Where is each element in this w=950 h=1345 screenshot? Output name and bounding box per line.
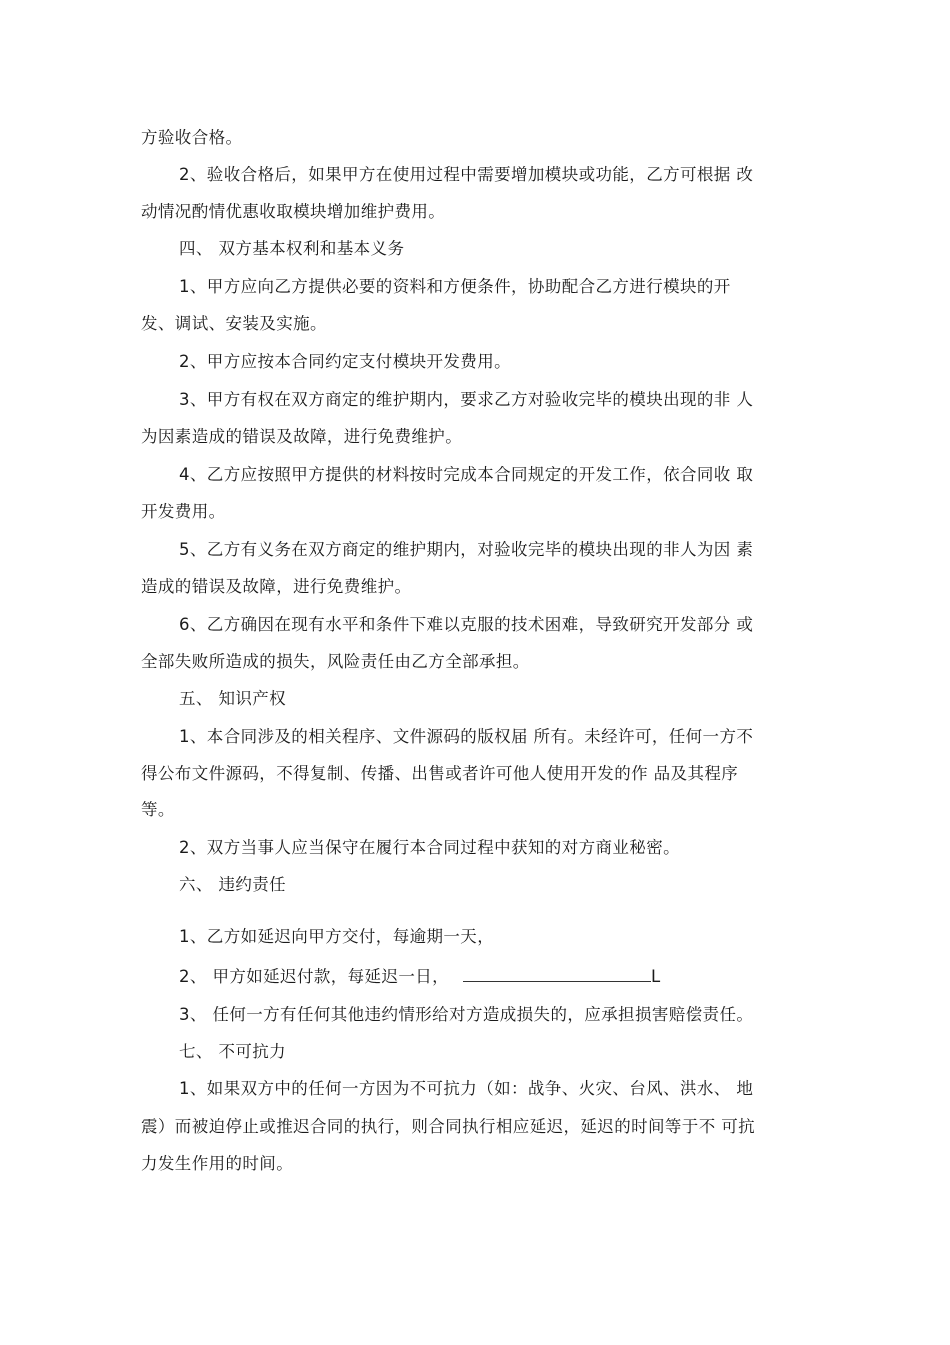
text-line: 2、甲方应按本合同约定支付模块开发费用。 [179,352,511,371]
text-line: 力发生作用的时间。 [141,1154,294,1173]
text-line: 6、乙方确因在现有水平和条件下难以克服的技术困难，导致研究开发部分 或 [179,615,754,634]
section-heading: 七、 不可抗力 [179,1042,287,1061]
text-line: 2、验收合格后，如果甲方在使用过程中需要增加模块或功能，乙方可根据 改 [179,165,754,184]
text-line: 1、乙方如延迟向甲方交付，每逾期一天， [179,927,495,946]
text-line: 震）而被迫停止或推迟合同的执行，则合同执行相应延迟，延迟的时间等于不 可抗 [141,1117,756,1136]
text-line: 1、如果双方中的任何一方因为不可抗力（如：战争、火灾、台风、洪水、 地 [179,1079,754,1098]
text-line: 得公布文件源码，不得复制、传播、出售或者许可他人使用开发的作 品及其程序 [141,764,739,783]
text-line: 1、本合同涉及的相关程序、文件源码的版权届 所有。未经许可，任何一方不 [179,727,754,746]
text-line: 5、乙方有义务在双方商定的维护期内，对验收完毕的模块出现的非人为因 素 [179,540,754,559]
text-line: 动情况酌情优惠收取模块增加维护费用。 [141,202,446,221]
text-line: 3、 任何一方有任何其他违约情形给对方造成损失的，应承担损害赔偿责任。 [179,1005,754,1024]
section-heading: 五、 知识产权 [179,689,287,708]
text-line: 3、甲方有权在双方商定的维护期内，要求乙方对验收完毕的模块出现的非 人 [179,390,754,409]
text-line: 开发费用。 [141,502,226,521]
text-line: 等。 [141,800,175,819]
text-line: 4、乙方应按照甲方提供的材料按时完成本合同规定的开发工作，依合同收 取 [179,465,754,484]
text-line: 1、甲方应向乙方提供必要的资料和方便条件，协助配合乙方进行模块的开 [179,277,731,296]
text-line: 发、调试、安装及实施。 [141,314,327,333]
section-heading: 六、 违约责任 [179,875,287,894]
text-line: 为因素造成的错误及故障，进行免费维护。 [141,427,463,446]
text-line: 2、 甲方如延迟付款，每延迟一日， [179,967,450,986]
text-line-with-blank [179,966,661,988]
text-line: 方验收合格。 [141,128,243,147]
text-line: 2、双方当事人应当保守在履行本合同过程中获知的对方商业秘密。 [179,838,680,857]
blank-suffix: L [651,967,661,986]
text-line: 全部失败所造成的损失，风险责任由乙方全部承担。 [141,652,530,671]
text-line: 造成的错误及故障，进行免费维护。 [141,577,412,596]
fill-in-blank [463,967,651,982]
section-heading: 四、 双方基本权利和基本义务 [179,239,405,258]
